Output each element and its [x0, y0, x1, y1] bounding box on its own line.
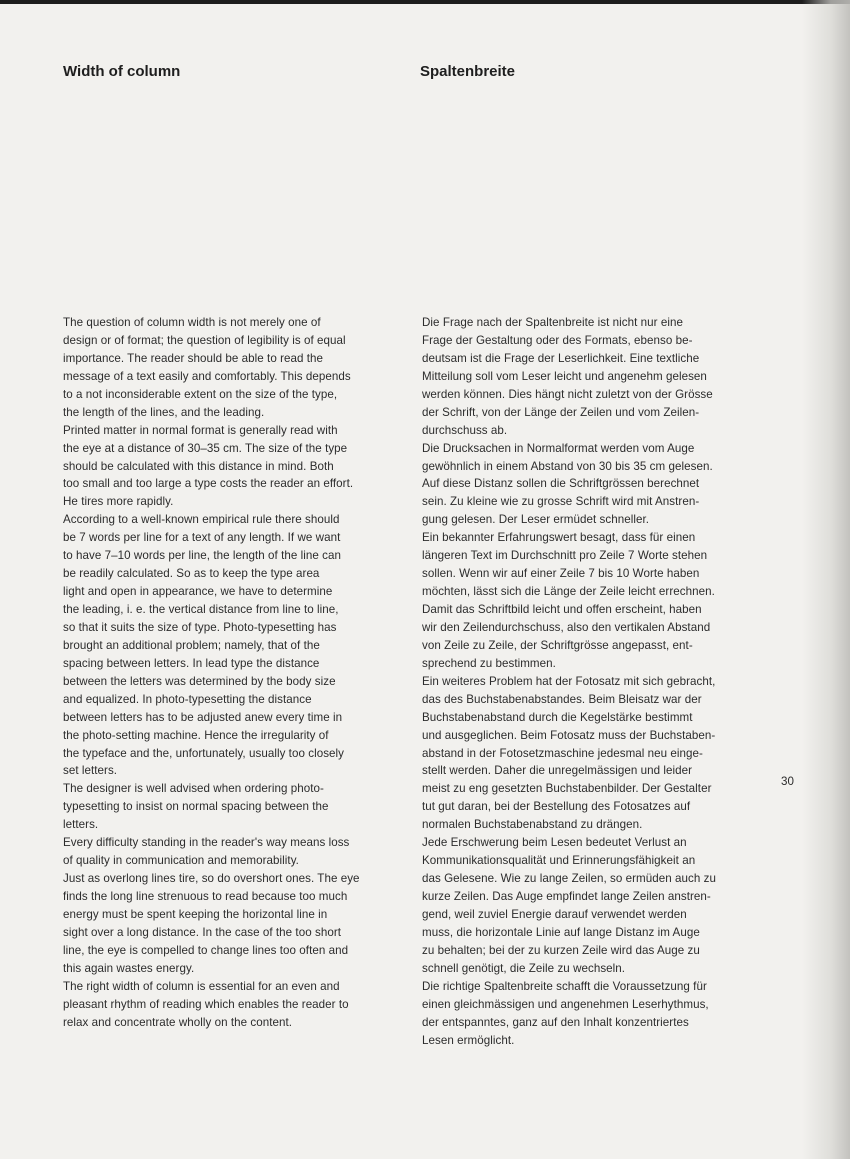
text-line: der entspanntes, ganz auf den Inhalt konzentriertes: [422, 1015, 689, 1029]
text-line: und ausgeglichen. Beim Fotosatz muss der Buchstaben-: [422, 728, 716, 742]
text-line: The right width of column is essential for an even and: [63, 979, 340, 993]
text-line: the eye at a distance of 30–35 cm. The size of the type: [63, 441, 348, 455]
text-line: durchschuss ab.: [422, 423, 508, 437]
text-line: abstand in der Fotosetzmaschine jedesmal neu einge-: [422, 746, 703, 760]
text-line: sein. Zu kleine wie zu grosse Schrift wird mit Anstren-: [422, 495, 700, 509]
text-line: Auf diese Distanz sollen die Schriftgrössen berechnet: [422, 477, 700, 491]
text-line: design or of format; the question of legibility is of equal: [63, 333, 346, 347]
heading-english: Width of column: [63, 63, 181, 80]
text-line: The question of column width is not merely one of: [63, 316, 321, 329]
text-line: so that it suits the size of type. Photo-typesetting has: [63, 620, 337, 634]
text-line: message of a text easily and comfortably. This depends: [63, 369, 351, 383]
text-line: be 7 words per line for a text of any length. If we want: [63, 531, 341, 545]
text-line: meist zu eng gesetzten Buchstabenbilder. Der Gestalter: [422, 782, 712, 796]
text-line: kurze Zeilen. Das Auge empfindet lange Zeilen anstren-: [422, 890, 711, 903]
text-line: Every difficulty standing in the reader's way means loss: [63, 836, 350, 850]
text-line: Die richtige Spaltenbreite schafft die Voraussetzung für: [422, 979, 707, 993]
text-line: der Schrift, von der Länge der Zeilen und vom Zeilen-: [422, 405, 700, 419]
text-line: das des Buchstabenabstandes. Beim Bleisatz war der: [422, 692, 702, 706]
text-line: stellt werden. Daher die unregelmässigen und leider: [422, 764, 693, 778]
text-line: gewöhnlich in einem Abstand von 30 bis 35 cm gelesen.: [422, 459, 713, 473]
page-edge-shadow: [802, 0, 850, 1159]
text-line: längeren Text im Durchschnitt pro Zeile 7 Worte stehen: [422, 549, 708, 563]
text-line: Lesen ermöglicht.: [422, 1033, 515, 1047]
text-line: Die Drucksachen in Normalformat werden vom Auge: [422, 441, 695, 455]
text-line: Frage der Gestaltung oder des Formats, ebenso be-: [422, 333, 693, 347]
text-line: the photo-setting machine. Hence the irregularity of: [63, 728, 329, 742]
text-line: the leading, i. e. the vertical distance from line to line,: [63, 603, 339, 616]
text-line: finds the long line strenuous to read because too much: [63, 890, 348, 903]
text-line: light and open in appearance, we have to determine: [63, 585, 333, 599]
text-line: and equalized. In photo-typesetting the distance: [63, 692, 312, 706]
text-line: too small and too large a type costs the reader an effort.: [63, 477, 354, 491]
text-line: Buchstabenabstand durch die Kegelstärke bestimmt: [422, 710, 693, 724]
text-line: möchten, lässt sich die Länge der Zeile leicht errechnen.: [422, 585, 715, 599]
text-line: normalen Buchstabenabstand zu drängen.: [422, 818, 643, 832]
text-line: Ein bekannter Erfahrungswert besagt, dass für einen: [422, 531, 696, 545]
text-line: the length of the lines, and the leading.: [63, 405, 265, 419]
text-line: Mitteilung soll vom Leser leicht und angenehm gelesen: [422, 369, 707, 383]
text-line: einen gleichmässigen und angenehmen Leserhythmus,: [422, 997, 709, 1011]
text-line: typesetting to insist on normal spacing between the: [63, 800, 329, 814]
text-line: the typeface and the, unfortunately, usually too closely: [63, 746, 345, 760]
text-line: zu behalten; bei der zu kurzen Zeile wird das Auge zu: [422, 943, 700, 957]
text-line: tut gut daran, bei der Bestellung des Fotosatzes auf: [422, 800, 691, 814]
german-text-column: [422, 314, 767, 1049]
text-line: muss, die horizontale Linie auf lange Distanz im Auge: [422, 925, 700, 939]
text-line: sollen. Wenn wir auf einer Zeile 7 bis 10 Worte haben: [422, 567, 700, 581]
text-line: letters.: [63, 818, 99, 832]
text-line: to a not inconsiderable extent on the size of the type,: [63, 387, 338, 401]
text-line: Just as overlong lines tire, so do overshort ones. The eye: [63, 872, 360, 886]
heading-german: Spaltenbreite: [420, 63, 516, 80]
text-line: Ein weiteres Problem hat der Fotosatz mit sich gebracht,: [422, 674, 716, 688]
text-line: set letters.: [63, 764, 118, 778]
text-line: deutsam ist die Frage der Leserlichkeit. Eine textliche: [422, 351, 700, 365]
text-line: sight over a long distance. In the case of the too short: [63, 925, 341, 939]
text-line: to have 7–10 words per line, the length of the line can: [63, 549, 341, 563]
text-line: be readily calculated. So as to keep the type area: [63, 567, 320, 581]
english-text-column: [63, 314, 408, 1032]
text-line: wir den Zeilendurchschuss, also den vertikalen Abstand: [422, 620, 711, 634]
text-line: between the letters was determined by the body size: [63, 674, 336, 688]
text-line: Damit das Schriftbild leicht und offen erscheint, haben: [422, 603, 702, 616]
text-line: das Gelesene. Wie zu lange Zeilen, so ermüden auch zu: [422, 872, 716, 886]
text-line: spacing between letters. In lead type the distance: [63, 656, 320, 670]
text-line: line, the eye is compelled to change lines too often and: [63, 943, 349, 957]
page-number: 30: [781, 775, 794, 788]
text-line: importance. The reader should be able to read the: [63, 351, 324, 365]
text-line: of quality in communication and memorability.: [63, 854, 299, 868]
text-line: gend, weil zuviel Energie darauf verwendet werden: [422, 907, 687, 921]
text-line: According to a well-known empirical rule there should: [63, 513, 340, 527]
text-line: The designer is well advised when ordering photo-: [63, 782, 324, 796]
text-line: von Zeile zu Zeile, der Schriftgrösse angepasst, ent-: [422, 638, 693, 652]
text-line: schnell genötigt, die Zeile zu wechseln.: [422, 961, 626, 975]
text-line: Jede Erschwerung beim Lesen bedeutet Verlust an: [422, 836, 687, 850]
text-line: werden können. Dies hängt nicht zuletzt von der Grösse: [422, 387, 713, 401]
text-line: brought an additional problem; namely, that of the: [63, 638, 320, 652]
text-line: He tires more rapidly.: [63, 495, 174, 509]
text-line: Kommunikationsqualität und Erinnerungsfähigkeit an: [422, 854, 696, 868]
text-line: sprechend zu bestimmen.: [422, 656, 556, 670]
text-line: between letters has to be adjusted anew every time in: [63, 710, 343, 724]
text-line: this again wastes energy.: [63, 961, 195, 975]
text-line: gung gelesen. Der Leser ermüdet schneller.: [422, 513, 650, 527]
text-line: relax and concentrate wholly on the content.: [63, 1015, 293, 1029]
top-edge-line: [0, 0, 850, 4]
text-line: should be calculated with this distance in mind. Both: [63, 459, 334, 473]
text-line: energy must be spent keeping the horizontal line in: [63, 907, 328, 921]
text-line: Die Frage nach der Spaltenbreite ist nicht nur eine: [422, 316, 683, 329]
text-line: pleasant rhythm of reading which enables the reader to: [63, 997, 349, 1011]
text-line: Printed matter in normal format is generally read with: [63, 423, 338, 437]
